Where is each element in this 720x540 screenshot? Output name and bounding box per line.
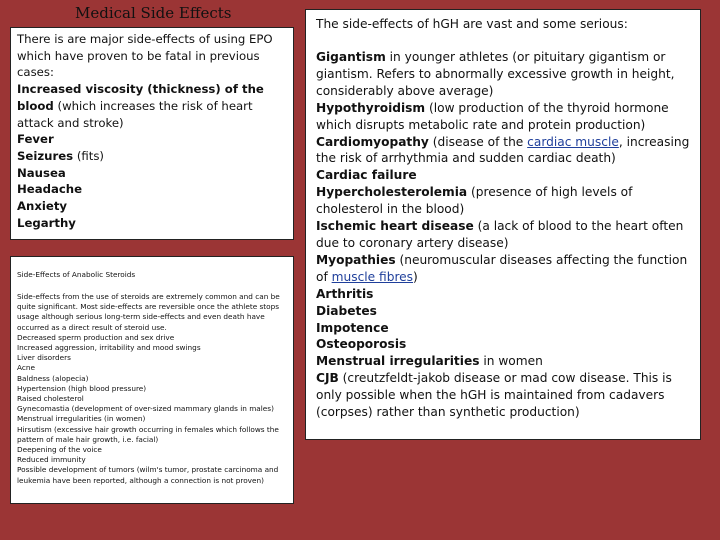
hgh-item: Ischemic heart disease (a lack of blood to the heart often due to coronary artery disease): [316, 219, 684, 250]
epo-item: Nausea: [17, 165, 66, 180]
slide-title: Medical Side Effects: [75, 4, 232, 22]
cardiac-muscle-link[interactable]: cardiac muscle: [527, 134, 619, 149]
hgh-item: Osteoporosis: [316, 337, 407, 352]
steroid-intro: Side-effects from the use of steroids are extremely common and can be quite significant. Most side-effects are reversible once the athlete stops usage although serious long-term side-effects and even death have occurred as a direct result of steroid use.: [17, 292, 280, 332]
steroid-item: Possible development of tumors (wilm's tumor, prostate carcinoma and leukemia have been reported, although a connection is not proven): [17, 465, 279, 485]
steroid-item: Increased aggression, irritability and mood swings: [17, 343, 201, 353]
epo-item: Legarthy: [17, 215, 76, 230]
muscle-fibres-link[interactable]: muscle fibres: [331, 269, 414, 284]
steroid-item: Deepening of the voice: [17, 445, 102, 455]
hgh-item: Hypercholesterolemia (presence of high levels of cholesterol in the blood): [316, 185, 633, 217]
hgh-heading: The side-effects of hGH are vast and some serious:: [316, 17, 628, 31]
steroid-item: Baldness (alopecia): [17, 373, 89, 383]
hgh-side-effects-panel: [305, 9, 701, 440]
hgh-item: Cardiomyopathy (disease of the cardiac muscle, increasing the risk of arrhythmia and sudden cardiac death): [316, 134, 690, 166]
hgh-item: Gigantism in younger athletes (or pituitary gigantism or giantism. Refers to abnormally excessive growth in height, considerably above average): [316, 50, 675, 98]
steroid-item: Gynecomastia (development of over-sized mammary glands in males): [17, 404, 274, 414]
hgh-item: Menstrual irregularities in women: [316, 354, 543, 369]
title-bar: [10, 0, 305, 30]
epo-item: Anxiety: [17, 199, 68, 214]
steroid-item: Hirsutism (excessive hair growth occurring in females which follows the pattern of male hair growth, i.e. facial): [17, 424, 279, 444]
hgh-item: Cardiac failure: [316, 168, 417, 183]
epo-intro: There is are major side-effects of using EPO which have proven to be fatal in previous cases:: [17, 32, 273, 80]
steroid-item: Liver disorders: [17, 353, 71, 363]
steroid-item: Acne: [17, 363, 35, 373]
hgh-item: Arthritis: [316, 286, 374, 301]
steroid-item: Hypertension (high blood pressure): [17, 383, 147, 393]
epo-item: Increased viscosity (thickness) of the blood (which increases the risk of heart attack and stroke): [17, 82, 264, 130]
steroid-item: Reduced immunity: [17, 455, 86, 465]
hgh-item: Diabetes: [316, 303, 377, 318]
epo-side-effects-panel: [10, 27, 294, 240]
epo-item: Seizures (fits): [17, 148, 104, 163]
steroid-item: Menstrual irregularities (in women): [17, 414, 146, 424]
hgh-item: Hypothyroidism (low production of the thyroid hormone which disrupts metabolic rate and protein production): [316, 100, 669, 132]
steroid-item: Decreased sperm production and sex drive: [17, 332, 175, 342]
epo-item: Fever: [17, 132, 54, 147]
hgh-item: Impotence: [316, 320, 389, 335]
steroid-item: Raised cholesterol: [17, 394, 84, 404]
steroid-panel-title: Side-Effects of Anabolic Steroids: [17, 270, 136, 279]
hgh-item: Myopathies (neuromuscular diseases affecting the function of muscle fibres): [316, 252, 688, 284]
steroid-side-effects-panel: [10, 256, 294, 504]
hgh-item: CJB (creutzfeldt-jakob disease or mad cow disease. This is only possible when the hGH is maintained from cadavers (corpses) rather than synthetic production): [316, 371, 672, 420]
epo-item: Headache: [17, 182, 83, 197]
